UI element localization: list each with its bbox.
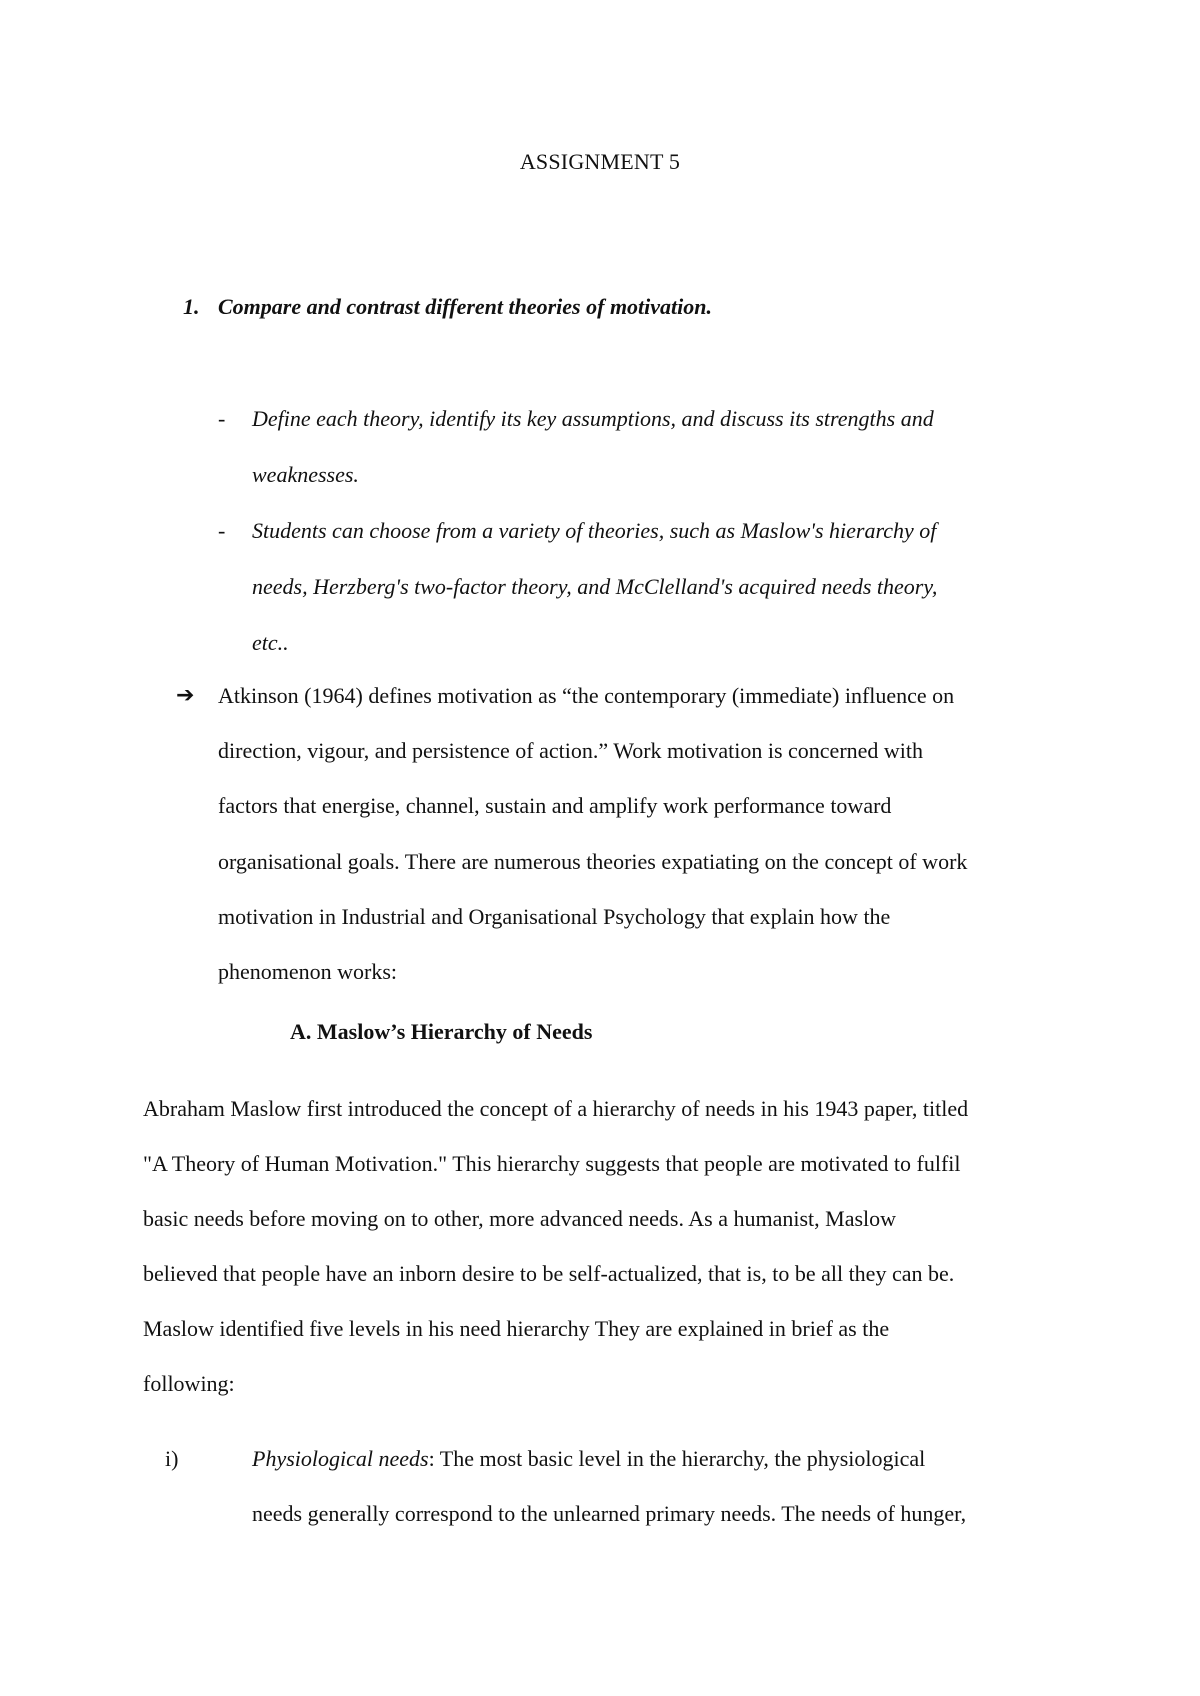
paragraph-line: motivation in Industrial and Organisational Psychology that explain how the — [218, 904, 891, 929]
question-text: Compare and contrast different theories of motivation. — [218, 294, 713, 319]
bullet-line: weaknesses. — [252, 462, 359, 487]
paragraph-line: Abraham Maslow first introduced the concept of a hierarchy of needs in his 1943 paper, titled — [143, 1096, 969, 1121]
paragraph-line: factors that energise, channel, sustain and amplify work performance toward — [218, 793, 892, 818]
paragraph-line: Atkinson (1964) defines motivation as “the contemporary (immediate) influence on — [218, 683, 955, 708]
question-number: 1. — [183, 294, 200, 319]
bullet-line: Define each theory, identify its key assumptions, and discuss its strengths and — [252, 406, 934, 431]
bullet-line: needs, Herzberg's two-factor theory, and McClelland's acquired needs theory, — [252, 574, 938, 599]
list-item-term: Physiological needs — [252, 1446, 429, 1471]
section-heading: A. Maslow’s Hierarchy of Needs — [290, 1019, 593, 1044]
paragraph-line: organisational goals. There are numerous theories expatiating on the concept of work — [218, 849, 968, 874]
list-marker: i) — [165, 1446, 179, 1471]
arrow-right-icon: ➔ — [176, 683, 195, 708]
bullet-marker: - — [218, 518, 226, 543]
paragraph-line: direction, vigour, and persistence of action.” Work motivation is concerned with — [218, 738, 924, 763]
paragraph-line: Maslow identified five levels in his need hierarchy They are explained in brief as the — [143, 1316, 890, 1341]
bullet-marker: - — [218, 406, 226, 431]
bullet-line: Students can choose from a variety of theories, such as Maslow's hierarchy of — [252, 518, 937, 543]
paragraph-line: "A Theory of Human Motivation." This hierarchy suggests that people are motivated to fulfil — [143, 1151, 961, 1176]
bullet-line: etc.. — [252, 630, 289, 655]
list-item-line: needs generally correspond to the unlearned primary needs. The needs of hunger, — [252, 1501, 967, 1526]
paragraph-line: following: — [143, 1371, 235, 1396]
page-title: ASSIGNMENT 5 — [519, 149, 681, 174]
paragraph-line: believed that people have an inborn desire to be self-actualized, that is, to be all they can be. — [143, 1261, 955, 1286]
list-item-line — [252, 1445, 925, 1473]
list-item-text: : The most basic level in the hierarchy, the physiological — [428, 1446, 926, 1471]
paragraph-line: basic needs before moving on to other, more advanced needs. As a humanist, Maslow — [143, 1206, 897, 1231]
paragraph-line: phenomenon works: — [218, 959, 398, 984]
